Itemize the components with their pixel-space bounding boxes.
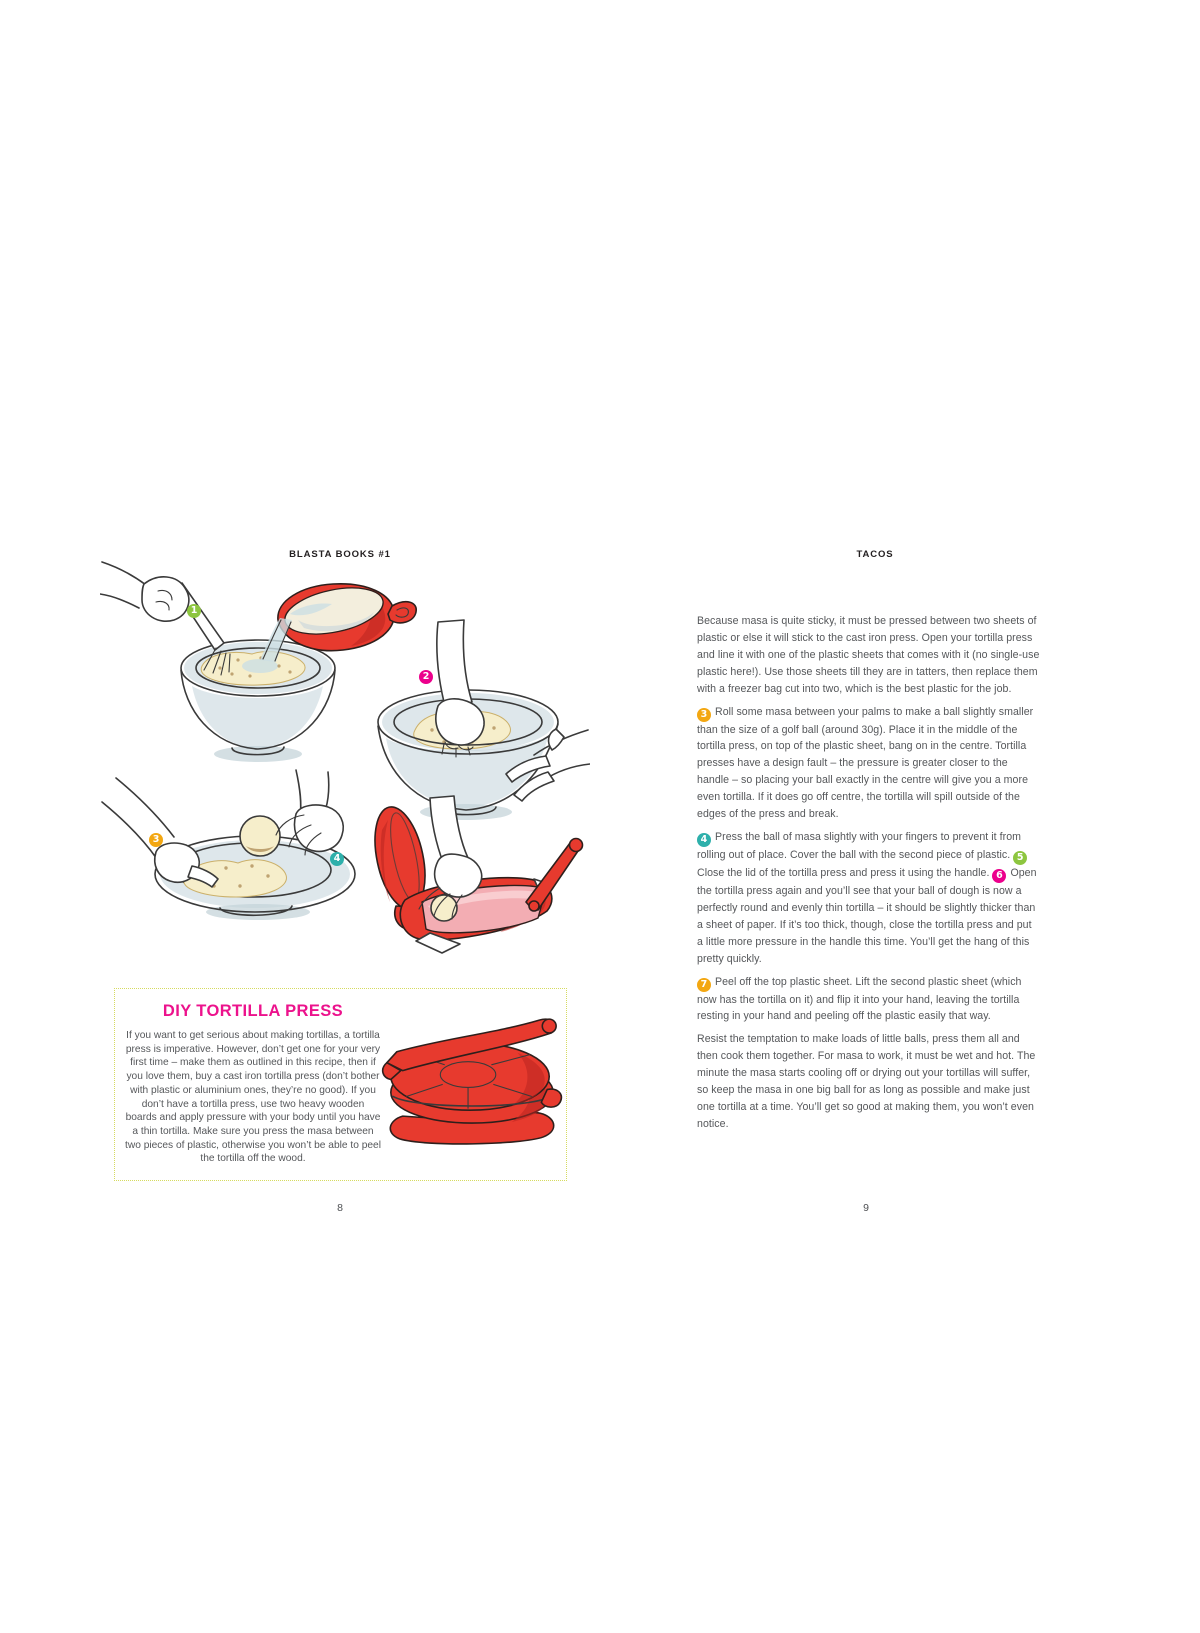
step-marker-7: 7 [697,978,711,992]
diy-box-body: If you want to get serious about making tortillas, a tortilla press is imperative. However, don’t get one for your very first time – make them as outlined in this recipe, then if you love them, buy a cast iron tortilla press (don’t bother with plastic or aluminium ones, they’re no good). If you don’t have a tortilla press, use two heavy wooden boards and apply pressure with your body until you have a thin tortilla. Make sure you press the masa between two pieces of plastic, otherwise you won’t be able to peel the tortilla off the wood. [125,1030,381,1165]
step-marker-3: 3 [149,833,163,847]
step-marker-5: 5 [1013,851,1027,865]
running-head-right: TACOS [856,549,894,560]
mixing-hand [142,577,189,621]
press-hinge [529,901,539,911]
body-paragraph: Resist the temptation to make loads of little balls, press them all and then cook them together. For masa to work, it must be wet and hot. The minute the masa starts cooling off or drying out your tortillas will suffer, so keep the masa in one big ball for as long as possible and make just one tortilla at a time. You’ll get so good at making them, you won’t even notice. [697,1033,1036,1130]
mixing-arm [100,562,146,608]
diy-box-title: DIY TORTILLA PRESS [162,1002,344,1020]
diy-press-illustration [373,1005,571,1157]
step-marker-4: 4 [330,852,344,866]
kneading-arm [437,620,472,710]
step-marker-1: 1 [187,604,201,618]
placing-hand [435,854,482,897]
diy-tortilla-press-box [114,988,567,1181]
body-paragraph: 4 Press the ball of masa slightly with your fingers to prevent it from rolling out of place. Cover the ball with the second piece of plastic. 5Close the lid of the tortilla press and press it using the handle. 6 Open the tortilla press again and you’ll see that your ball of dough is now a perfectly round and evenly thin tortilla – it should be slightly thicker than a sheet of paper. If it’s too thick, though, close the tortilla press and put a little more pressure in the handle this time. You’ll get the hang of this pretty quickly. [697,830,1037,965]
illustration-mixing-masa [100,562,416,762]
illustration-kneading-masa [378,620,590,820]
step-marker-2: 2 [419,670,433,684]
running-head-left: BLASTA BOOKS #1 [289,549,391,560]
page-number-right: 9 [863,1202,869,1214]
step-marker-3: 3 [697,708,711,722]
illustration-rolling-ball [102,770,355,920]
step-marker-6: 6 [992,869,1006,883]
body-paragraph: 3 Roll some masa between your palms to make a ball slightly smaller than the size of a golf ball (around 30g). Place it in the middle of the tortilla press, on top of the plastic sheet, bang on in the centre. Tortilla presses have a design fault – the pressure is greater closer to the handle – so placing your ball exactly in the centre will give you a more even tortilla. If it does go off centre, the tortilla will spill outside of the edges of the press and break. [697,705,1034,821]
body-paragraph: Because masa is quite sticky, it must be pressed between two sheets of plastic or else it will stick to the cast iron press. Open your tortilla press and line it with one of the plastic sheets that comes with it (no single-use plastic here!). Use those sheets till they are in tatters, then replace them with a freezer bag cut into two, which is the best plastic for the job. [697,615,1040,695]
body-text-column [697,613,1040,1139]
right-hand [295,805,344,851]
page-number-left: 8 [337,1202,343,1214]
tortilla-step-illustrations [100,558,590,960]
step-marker-4: 4 [697,833,711,847]
body-paragraph: 7 Peel off the top plastic sheet. Lift the second plastic sheet (which now has the tortilla on it) and flip it into your hand, leaving the tortilla resting in your hand and peeling off the plastic easily that way. [697,975,1022,1023]
